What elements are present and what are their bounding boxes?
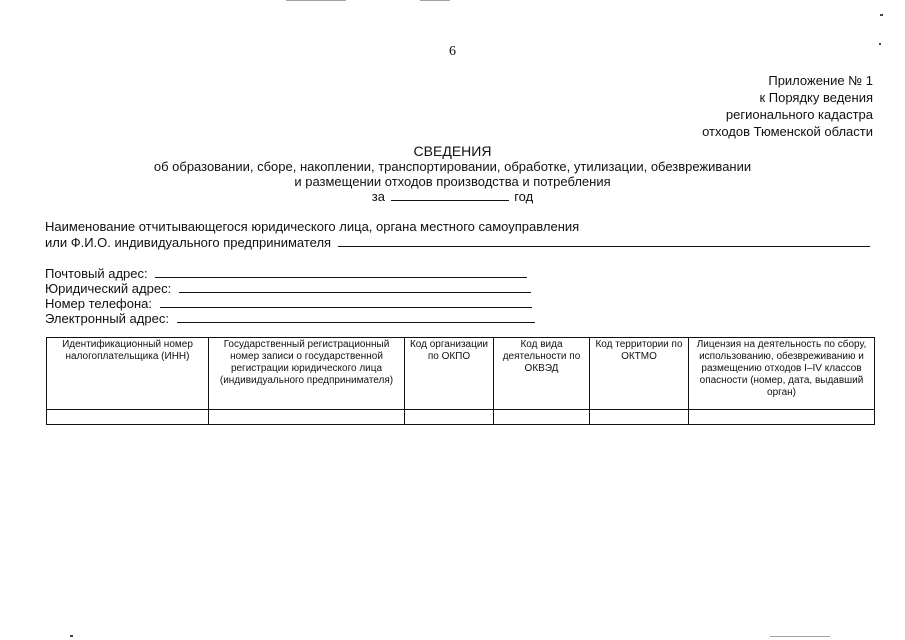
phone-label: Номер телефона:	[45, 296, 152, 311]
registration-table	[46, 337, 875, 425]
email-row	[45, 311, 535, 326]
table-header-cell: Государственный регистрационный номер записи о государственной регистрации юридического лица (индивидуального предпринимателя)	[209, 338, 405, 410]
email-field[interactable]	[177, 311, 535, 323]
phone-field[interactable]	[160, 296, 532, 308]
page-number: 6	[449, 44, 456, 59]
table-header-cell: Код организации по ОКПО	[405, 338, 494, 410]
annex-line: отходов Тюменской области	[702, 124, 873, 139]
scan-mark	[880, 14, 883, 16]
scan-mark	[770, 636, 830, 637]
table-header-cell: Код территории по ОКТМО	[590, 338, 689, 410]
email-label: Электронный адрес:	[45, 311, 169, 326]
annex-line: регионального кадастра	[725, 107, 873, 122]
organization-label: или Ф.И.О. индивидуального предпринимателя	[45, 235, 332, 250]
organization-name-field[interactable]	[338, 235, 870, 247]
annex-block	[702, 72, 873, 140]
table-cell[interactable]	[405, 410, 494, 425]
phone-row	[45, 296, 532, 311]
organization-label: Наименование отчитывающегося юридического лица, органа местного самоуправления	[45, 219, 580, 234]
table-row	[47, 410, 875, 425]
legal-address-field[interactable]	[179, 281, 531, 293]
organization-block	[45, 219, 870, 251]
table-cell[interactable]	[689, 410, 875, 425]
table-header-cell: Лицензия на деятельность по сбору, использованию, обезвреживанию и размещению отходов I–IV классов опасности (номер, дата, выдавший орган)	[689, 338, 875, 410]
title-heading: СВЕДЕНИЯ	[413, 143, 492, 159]
scan-mark	[286, 0, 346, 1]
table-header-cell: Идентификационный номер налогоплательщика (ИНН)	[47, 338, 209, 410]
annex-line: к Порядку ведения	[759, 90, 873, 105]
annex-line: Приложение № 1	[768, 73, 873, 88]
title-subline: и размещении отходов производства и потребления	[294, 174, 611, 189]
form-title	[0, 144, 905, 204]
table-cell[interactable]	[590, 410, 689, 425]
postal-address-label: Почтовый адрес:	[45, 266, 148, 281]
table-cell[interactable]	[209, 410, 405, 425]
postal-address-field[interactable]	[155, 266, 527, 278]
title-subline: об образовании, сборе, накоплении, транспортировании, обработке, утилизации, обезвреживании	[153, 159, 752, 174]
postal-address-row	[45, 266, 527, 281]
legal-address-label: Юридический адрес:	[45, 281, 172, 296]
legal-address-row	[45, 281, 531, 296]
scan-mark	[70, 635, 73, 637]
year-prefix: за	[371, 189, 385, 204]
year-suffix: год	[514, 189, 534, 204]
table-cell[interactable]	[47, 410, 209, 425]
year-field[interactable]	[391, 189, 509, 201]
table-header-cell: Код вида деятельности по ОКВЭД	[494, 338, 590, 410]
scan-mark	[420, 0, 450, 1]
table-header-row	[47, 338, 875, 410]
table-cell[interactable]	[494, 410, 590, 425]
year-line	[0, 189, 905, 204]
